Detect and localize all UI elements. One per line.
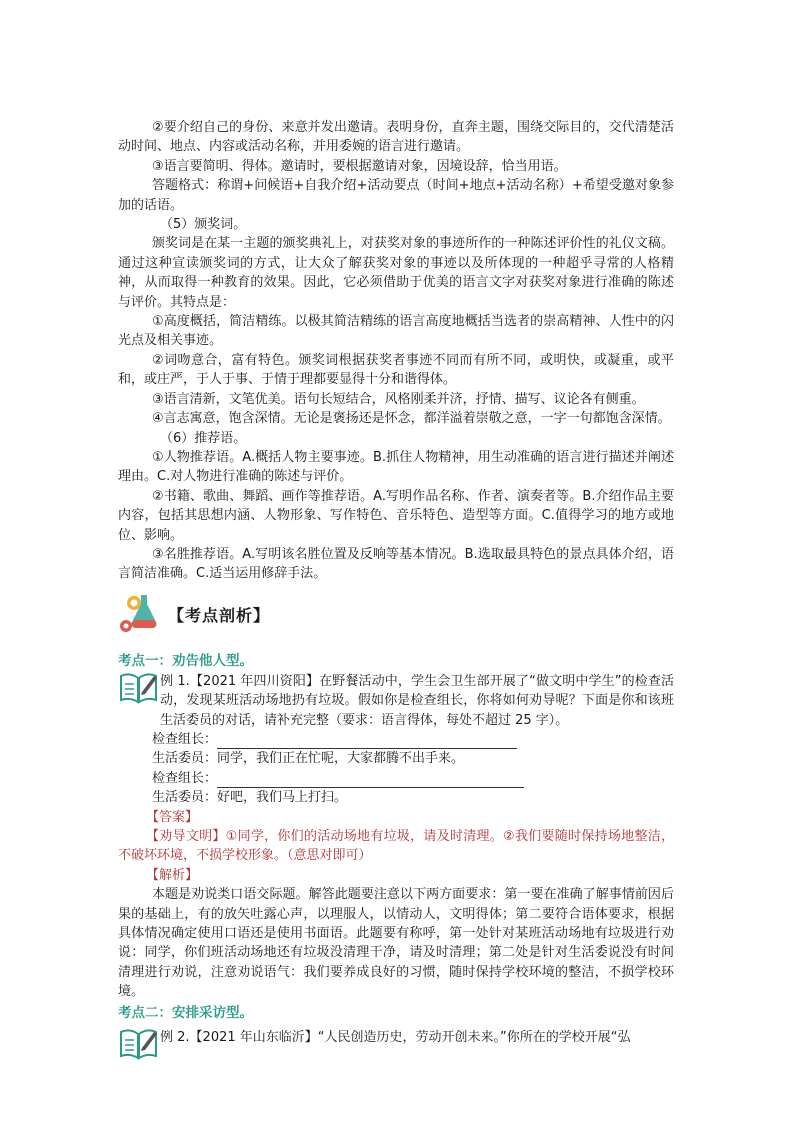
analysis-tag: 【解析】 bbox=[146, 867, 199, 883]
example-2-stem bbox=[160, 1028, 674, 1047]
example-text: 在野餐活动中，学生会卫生部开展了“做文明中学生”的检查活动，发现某班活动场地扔有垃圾。假如你是检查组长，你将如何劝导呢？下面是你和该班生活委员的对话，请补充完整（要求：语言得体，每处不超过 25 字）。 bbox=[160, 673, 674, 728]
intro-paragraph: ②要介绍自己的身份、来意并发出邀请。表明身份，直奔主题，围绕交际目的，交代清楚活动时间、地点、内容或活动名称，并用委婉的语言进行邀请。 bbox=[118, 120, 674, 155]
dialogue-line: 检查组长： bbox=[118, 769, 674, 788]
example-text: “人民创造历史，劳动开创未来。”你所在的学校开展“弘 bbox=[317, 1029, 631, 1045]
book-pen-icon bbox=[118, 1026, 160, 1060]
document-page bbox=[118, 118, 674, 1047]
award-paragraph: ②词吻意合，富有特色。颁奖词根据获奖者事迹不同而有所不同，或明快，或凝重，或平和，或庄严，于人于事、于情于理都要显得十分和谐得体。 bbox=[118, 352, 674, 388]
award-paragraph: ③语言清新，文笔优美。语句长短结合，风格刚柔并济，抒情、描写、议论各有侧重。 bbox=[152, 391, 645, 407]
answer-format: 答题格式：称谓+问候语+自我介绍+活动要点（时间+地点+活动名称）+希望受邀对象参加的话语。 bbox=[118, 178, 674, 213]
recommend-heading: （6）推荐语。 bbox=[160, 430, 247, 446]
kaodian-1-title: 考点一：劝告他人型。 bbox=[118, 652, 253, 669]
answer-blank bbox=[217, 734, 517, 749]
example-1 bbox=[118, 672, 674, 730]
answer-tag: 【答案】 bbox=[146, 809, 199, 825]
flask-icon bbox=[118, 592, 164, 638]
book-pen-icon bbox=[118, 670, 160, 704]
recommend-paragraph: ①人物推荐语。A.概括人物主要事迹。B.抓住人物精神，用生动准确的语言进行描述并阐述理由。C.对人物进行准确的陈述与评价。 bbox=[118, 449, 674, 485]
dialogue-line: 生活委员：同学，我们正在忙呢，大家都腾不出手来。 bbox=[152, 751, 465, 767]
dialogue-line: 检查组长： bbox=[118, 730, 674, 749]
section-header bbox=[118, 594, 674, 636]
example-label: 例 1. bbox=[160, 673, 190, 689]
example-2 bbox=[118, 1028, 674, 1047]
award-paragraph: ④言志寓意，饱含深情。无论是褒扬还是怀念，都洋溢着崇敬之意，一字一句都饱含深情。 bbox=[152, 411, 671, 427]
award-paragraph: 颁奖词是在某一主题的颁奖典礼上，对获奖对象的事迹所作的一种陈述评价性的礼仪文稿。通过这种宣读颁奖词的方式，让大众了解获奖对象的事迹以及所体现的一种超乎寻常的人格精神，从而取得一种教育的效果。因此，它必须借助于优美的语言文字对获奖对象进行准确的陈述与评价。其特点是： bbox=[118, 236, 674, 310]
answer-blank bbox=[217, 773, 524, 788]
example-label: 例 2. bbox=[160, 1029, 190, 1045]
answer-label: 【劝导文明】 bbox=[146, 829, 226, 844]
example-source: 【2021 年四川资阳】 bbox=[189, 673, 320, 689]
section-title: 【考点剖析】 bbox=[168, 606, 271, 626]
recommend-paragraph: ②书籍、歌曲、舞蹈、画作等推荐语。A.写明作品名称、作者、演奏者等。B.介绍作品主要内容，包括其思想内涵、人物形象、写作特色、音乐特色、造型等方面。C.值得学习的地方或地位、影响。 bbox=[118, 488, 674, 543]
example-1-stem bbox=[160, 672, 674, 730]
award-heading: （5）颁奖词。 bbox=[160, 217, 247, 233]
example-source: 【2021 年山东临沂】 bbox=[189, 1029, 318, 1045]
answer-content bbox=[118, 827, 674, 866]
answer-text: ①同学，你们的活动场地有垃圾，请及时清理。②我们要随时保持场地整洁，不破坏环境，不损学校形象。（意思对即可） bbox=[118, 829, 674, 864]
intro-paragraph: ③语言要简明、得体。邀请时，要根据邀请对象，因境设辞，恰当用语。 bbox=[152, 158, 567, 174]
award-paragraph: ①高度概括，简洁精练。以极其简洁精练的语言高度地概括当选者的崇高精神、人性中的闪光点及相关事迹。 bbox=[118, 314, 674, 349]
kaodian-2-title: 考点二：安排采访型。 bbox=[118, 1004, 253, 1021]
dialogue-line: 生活委员：好吧，我们马上打扫。 bbox=[152, 790, 348, 806]
recommend-paragraph: ③名胜推荐语。A.写明该名胜位置及反响等基本情况。B.选取最具特色的景点具体介绍，语言简洁准确。C.适当运用修辞手法。 bbox=[118, 546, 674, 582]
analysis-text: 本题是劝说类口语交际题。解答此题要注意以下两方面要求：第一要在准确了解事情前因后果的基础上，有的放矢吐露心声，以理服人，以情动人，文明得体；第二要符合语体要求，根据具体情况确定使用口语还是使用书面语。此题要有称呼，第一处针对某班活动场地有垃圾进行劝说：同学，你们班活动场地还有垃圾没清理干净，请及时清理；第二处是针对生活委说没有时间清理进行劝说，注意劝说语气：我们要养成良好的习惯，随时保持学校环境的整洁，不损学校环境。 bbox=[118, 887, 674, 1000]
